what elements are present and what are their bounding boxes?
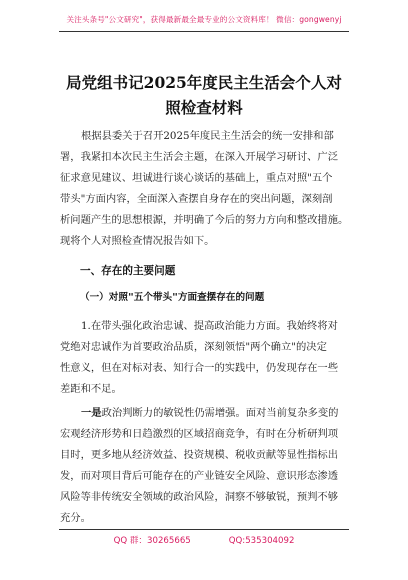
point-1-paragraph	[60, 316, 350, 400]
document-title-line-2: 照检查材料	[165, 98, 243, 117]
header-divider	[59, 31, 349, 32]
point-2-line: 发，而对项目背后可能存在的产业链安全风险、意识形态渗透	[60, 470, 339, 482]
subsection-heading-text: （一）对照"五个带头"方面查摆存在的问题	[80, 292, 265, 303]
intro-line: 署，我紧扣本次民主生活会主题，在深入开展学习研讨、广泛	[60, 151, 339, 163]
intro-line: 析问题产生的思想根源，并明确了今后的努力方向和整改措施。	[60, 214, 349, 226]
point-2-line: 宏观经济形势和日趋激烈的区域招商竞争，有时在分析研判项	[60, 428, 339, 440]
point-1-line: 差距和不足。	[60, 383, 122, 395]
point-2-lead: 一是	[81, 407, 102, 419]
footer-qq-group: QQ 群：30265665	[113, 536, 191, 546]
intro-line: 根据县委关于召开2025年度民主生活会的统一安排和部	[81, 130, 334, 142]
point-1-line: 党绝对忠诚作为首要政治品质，深刻领悟"两个确立"的决定	[60, 341, 327, 353]
header-banner: 关注头条号"公文研究"，获得最新最全最专业的公文资料库！ 微信：gongwenyj	[66, 15, 342, 24]
point-2-line: 风险等非传统安全领域的政治风险，洞察不够敏锐，预判不够	[60, 491, 339, 503]
intro-line: 带头"方面内容，全面深入查摆自身存在的突出问题，深刻剖	[60, 193, 333, 205]
point-1-line: 性意义，但在对标对表、知行合一的实践中，仍发现存在一些	[60, 362, 339, 374]
point-2-line: 目时，更多地从经济效益、投资规模、税收贡献等显性指标出	[60, 449, 339, 461]
section-heading: 一、存在的主要问题	[80, 265, 176, 277]
intro-line: 征求意见建议、坦诚进行谈心谈话的基础上，重点对照"五个	[60, 172, 333, 184]
document-title-line-1: 局党组书记2025年度民主生活会个人对	[66, 73, 342, 92]
point-2-line: 充分。	[60, 512, 91, 524]
point-2-first-line	[60, 403, 350, 424]
point-2-paragraph	[60, 403, 350, 529]
intro-line: 现将个人对照检查情况报告如下。	[60, 235, 215, 247]
footer-contact	[0, 534, 408, 546]
intro-paragraph	[60, 126, 350, 252]
subsection-heading	[80, 289, 264, 303]
document-title	[40, 70, 368, 120]
point-2-first-rest: 政治判断力的敏锐性仍需增强。面对当前复杂多变的	[101, 407, 339, 419]
point-1-line: 1.在带头强化政治忠诚、提高政治能力方面。我始终将对	[81, 320, 338, 332]
footer-divider	[59, 529, 349, 530]
footer-qq: QQ:535304092	[228, 536, 295, 546]
